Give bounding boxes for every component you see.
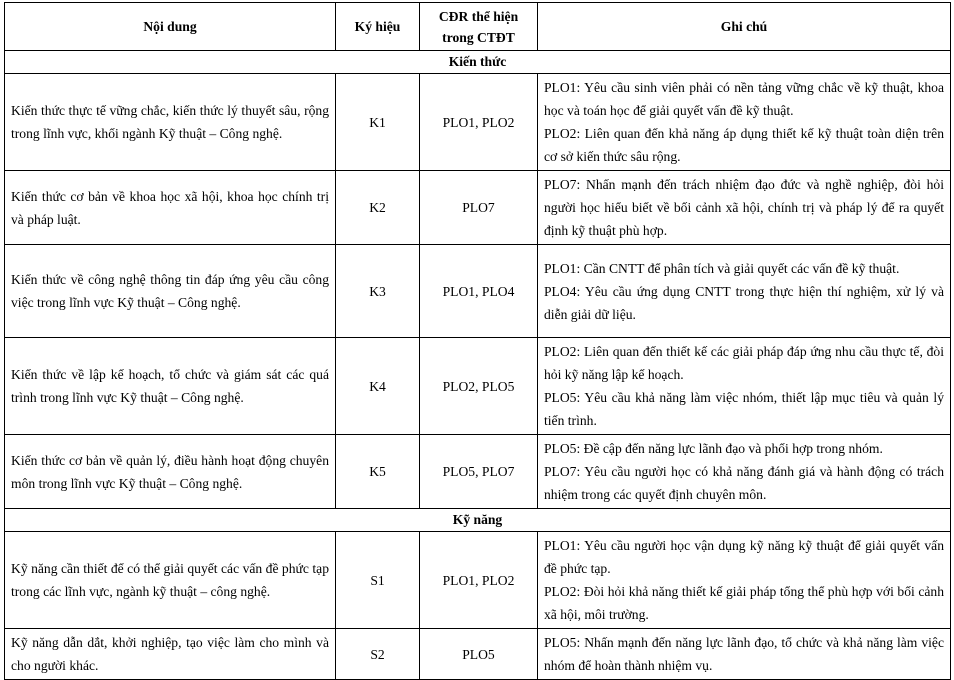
note-line: PLO5: Đề cập đến năng lực lãnh đạo và phối hợp trong nhóm.: [544, 441, 883, 456]
section-title: Kiến thức: [5, 51, 951, 74]
table-row: [5, 245, 951, 338]
note-line: PLO1: Yêu cầu người học vận dụng kỹ năng kỹ thuật để giải quyết vấn đề phức tạp.: [544, 538, 944, 576]
table-row: [5, 74, 951, 171]
row-notes: [538, 435, 951, 509]
header-symbol: Ký hiệu: [336, 3, 420, 51]
row-content: Kiến thức cơ bản về khoa học xã hội, khoa học chính trị và pháp luật.: [5, 171, 336, 245]
row-symbol: K4: [336, 338, 420, 435]
table-row: [5, 171, 951, 245]
row-symbol: K1: [336, 74, 420, 171]
note-line: PLO2: Đòi hỏi khả năng thiết kế giải pháp tổng thể phù hợp với bối cảnh xã hội, môi trường.: [544, 584, 944, 622]
header-content: Nội dung: [5, 3, 336, 51]
table-row: [5, 338, 951, 435]
row-plo: PLO5, PLO7: [420, 435, 538, 509]
header-cdr-line1: CĐR thể hiện: [438, 8, 519, 24]
row-symbol: K2: [336, 171, 420, 245]
plo-mapping-table: [4, 2, 951, 680]
row-symbol: K5: [336, 435, 420, 509]
row-plo: PLO1, PLO2: [420, 532, 538, 629]
row-content: Kiến thức về lập kế hoạch, tổ chức và giám sát các quá trình trong lĩnh vực Kỹ thuật – Công nghệ.: [5, 338, 336, 435]
row-content: Kỹ năng cần thiết để có thể giải quyết các vấn đề phức tạp trong các lĩnh vực, ngành kỹ thuật – công nghệ.: [5, 532, 336, 629]
row-symbol: K3: [336, 245, 420, 338]
row-symbol: S1: [336, 532, 420, 629]
section-row-skills: [5, 509, 951, 532]
note-line: PLO4: Yêu cầu ứng dụng CNTT trong thực hiện thí nghiệm, xử lý và diễn giải dữ liệu.: [544, 283, 944, 322]
table-row: [5, 629, 951, 680]
row-notes: [538, 74, 951, 171]
row-symbol: S2: [336, 629, 420, 680]
row-content: Kiến thức về công nghệ thông tin đáp ứng yêu cầu công việc trong lĩnh vực Kỹ thuật – Công nghệ.: [5, 245, 336, 338]
row-notes: [538, 245, 951, 338]
section-row-knowledge: [5, 51, 951, 74]
row-content: Kỹ năng dẫn dắt, khởi nghiệp, tạo việc làm cho mình và cho người khác.: [5, 629, 336, 680]
note-line: PLO5: Yêu cầu khả năng làm việc nhóm, thiết lập mục tiêu và quản lý tiến trình.: [544, 390, 944, 428]
header-cdr: [420, 3, 538, 51]
note-line: PLO2: Liên quan đến thiết kế các giải pháp đáp ứng nhu cầu thực tế, đòi hỏi kỹ năng lập kế hoạch.: [544, 344, 944, 382]
row-plo: PLO5: [420, 629, 538, 680]
header-notes: Ghi chú: [538, 3, 951, 51]
note-line: PLO1: Cần CNTT để phân tích và giải quyết các vấn đề kỹ thuật.: [544, 260, 900, 276]
row-plo: PLO7: [420, 171, 538, 245]
table-row: [5, 532, 951, 629]
header-cdr-line2: trong CTĐT: [442, 29, 515, 45]
row-plo: PLO2, PLO5: [420, 338, 538, 435]
row-notes: [538, 338, 951, 435]
note-line: PLO5: Nhấn mạnh đến năng lực lãnh đạo, tổ chức và khả năng làm việc nhóm để hoàn thành nhiệm vụ.: [544, 635, 944, 673]
row-notes: [538, 532, 951, 629]
row-notes: [538, 171, 951, 245]
table-row: [5, 435, 951, 509]
note-line: PLO2: Liên quan đến khả năng áp dụng thiết kế kỹ thuật toàn diện trên cơ sở kiến thức sâu rộng.: [544, 126, 944, 164]
row-content: Kiến thức cơ bản về quản lý, điều hành hoạt động chuyên môn trong lĩnh vực Kỹ thuật – Công nghệ.: [5, 435, 336, 509]
note-line: PLO7: Nhấn mạnh đến trách nhiệm đạo đức và nghề nghiệp, đòi hỏi người học hiểu biết về bối cảnh xã hội, chính trị và pháp lý để ra quyết định kỹ thuật phù hợp.: [544, 177, 944, 238]
header-row: [5, 3, 951, 51]
row-notes: [538, 629, 951, 680]
note-line: PLO7: Yêu cầu người học có khả năng đánh giá và hành động có trách nhiệm trong các quyết định chuyên môn.: [544, 464, 944, 502]
row-plo: PLO1, PLO2: [420, 74, 538, 171]
row-content: Kiến thức thực tế vững chắc, kiến thức lý thuyết sâu, rộng trong lĩnh vực, khối ngành Kỹ thuật – Công nghệ.: [5, 74, 336, 171]
section-title: Kỹ năng: [5, 509, 951, 532]
note-line: PLO1: Yêu cầu sinh viên phải có nền tảng vững chắc về kỹ thuật, khoa học và toán học để giải quyết vấn đề kỹ thuật.: [544, 80, 944, 118]
row-plo: PLO1, PLO4: [420, 245, 538, 338]
